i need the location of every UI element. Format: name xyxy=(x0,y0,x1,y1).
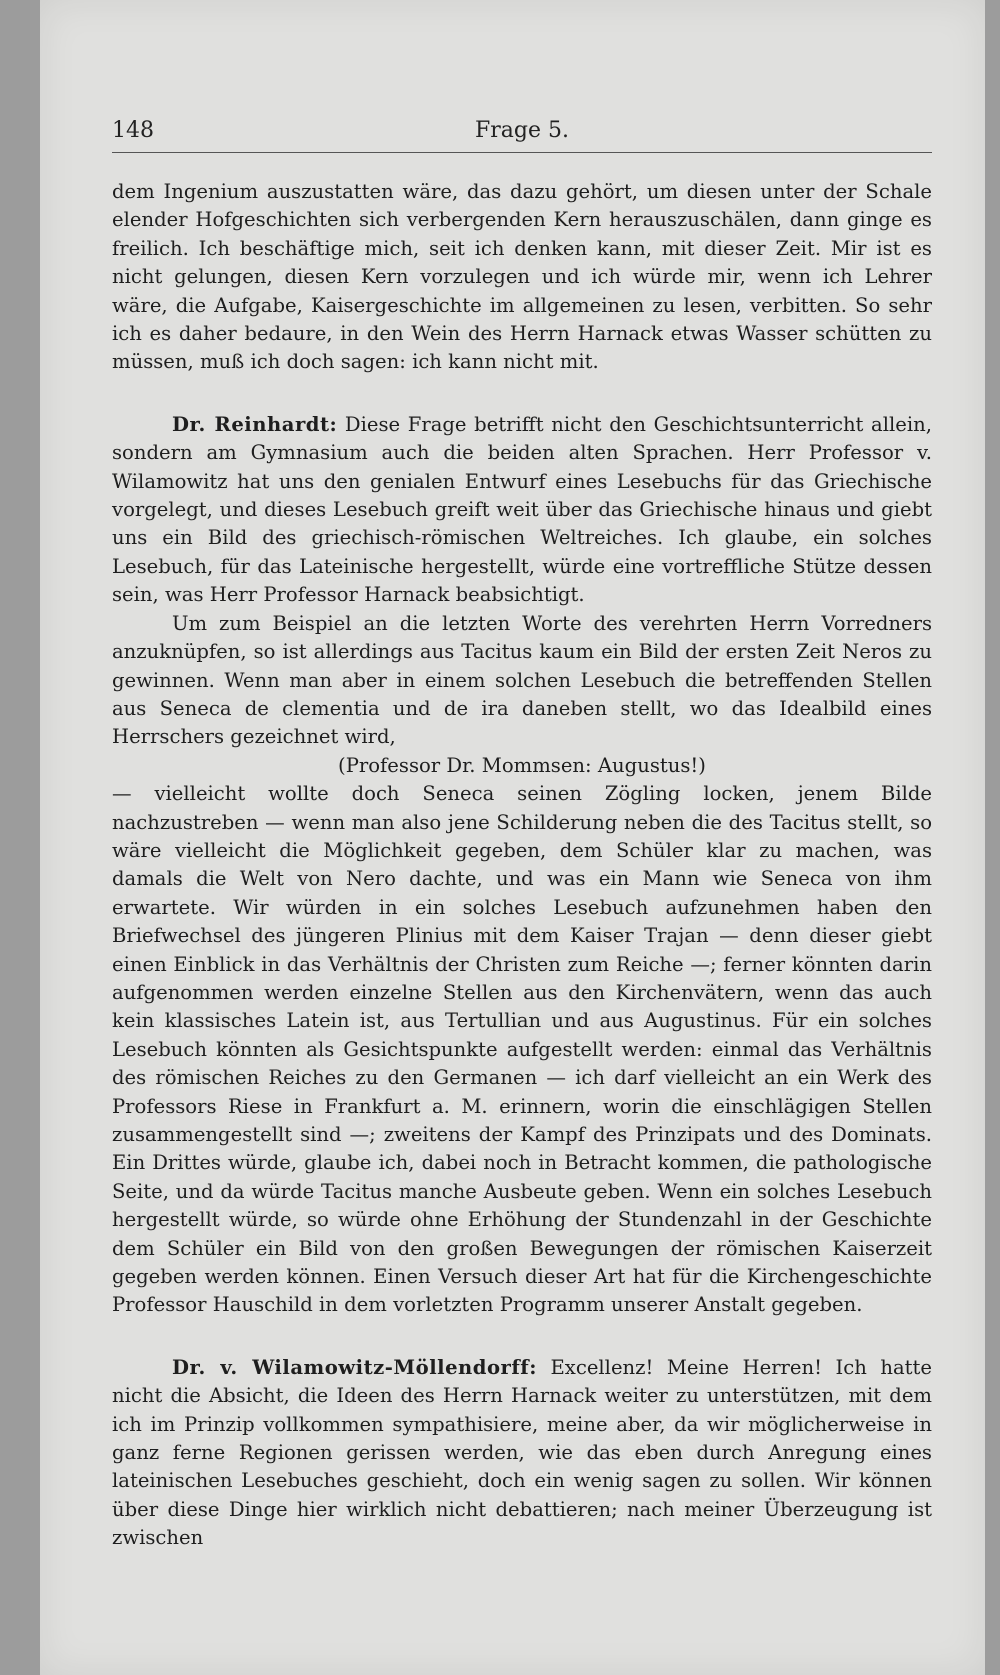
running-head: Frage 5. xyxy=(475,118,569,143)
paragraph-wilamowitz: Dr. v. Wilamowitz-Möllendorff: Excellenz! Meine Herren! Ich hatte nicht die Absicht, die Ideen des Herrn Harnack weiter zu unterstützen, mit dem ich im Prinzip vollkommen sympathisiere, meine aber, da wir möglicherweise in ganz ferne Regionen gerissen werden, wie das eben durch Anregung eines lateinischen Lesebuches geschieht, doch ein wenig sagen zu sollen. Wir können über diese Dinge hier wirklich nicht debattieren; nach meiner Überzeugung ist zwischen xyxy=(112,1355,932,1550)
page-header xyxy=(112,118,932,153)
paragraph-reinhardt-3: — vielleicht wollte doch Seneca seinen Zögling locken, jenem Bilde nachzustreben — wenn man also jene Schilderung neben die des Tacitus stellt, so wäre vielleicht die Möglichkeit gegeben, dem Schüler klar zu machen, was damals die Welt von Nero dachte, und was ein Mann wie Seneca von ihm erwartete. Wir würden in ein solches Lesebuch aufzunehmen haben den Briefwechsel des jüngeren Plinius mit dem Kaiser Trajan — denn dieser giebt einen Einblick in das Verhältnis der Christen zum Reiche —; ferner könnten darin aufgenommen werden einzelne Stellen aus den Kirchenvätern, wenn das auch kein klassisches Latein ist, aus Tertullian und aus Augustinus. Für ein solches Lesebuch könnten als Gesichtspunkte aufgestellt werden: einmal das Verhältnis des römischen Reiches zu den Germanen — ich darf vielleicht an ein Werk des Professors Riese in Frankfurt a. M. erinnern, worin die einschlägigen Stellen zusammengestellt sind —; zweitens der Kampf des Prinzipats und des Dominats. Ein Drittes würde, glaube ich, dabei noch in Betracht kommen, die pathologische Seite, und da würde Tacitus manche Ausbeute geben. Wenn ein solches Lesebuch hergestellt würde, so würde ohne Erhöhung der Stundenzahl in der Geschichte dem Schüler ein Bild von den großen Bewegungen der römischen Kaiserzeit gegeben werden können. Einen Versuch dieser Art hat für die Kirchengeschichte Professor Hauschild in dem vorletzten Programm unserer Anstalt gegeben. xyxy=(112,782,932,1317)
paragraph-reinhardt-2: Um zum Beispiel an die letzten Worte des verehrten Herrn Vorredners anzuknüpfen, so ist allerdings aus Tacitus kaum ein Bild der ersten Zeit Neros zu gewinnen. Wenn man aber in einem solchen Lesebuch die betreffenden Stellen aus Seneca de clementia und de ira daneben stellt, wo das Idealbild eines Herrschers gezeichnet wird, xyxy=(112,611,932,749)
book-page xyxy=(40,0,985,1675)
body-text xyxy=(112,178,932,1553)
paragraph-continuation: dem Ingenium auszustatten wäre, das dazu gehört, um diesen unter der Schale elender Hofgeschichten sich verbergenden Kern herauszuschälen, dann ginge es freilich. Ich beschäftige mich, seit ich denken kann, mit dieser Zeit. Mir ist es nicht gelungen, diesen Kern vorzulegen und ich würde mir, wenn ich Lehrer wäre, die Aufgabe, Kaisergeschichte im allgemeinen zu lesen, verbitten. So sehr ich es daher bedaure, in den Wein des Herrn Harnack etwas Wasser schütten zu müssen, muß ich doch sagen: ich kann nicht mit. xyxy=(112,180,932,374)
page-number: 148 xyxy=(112,118,154,143)
speaker-name: Dr. v. Wilamowitz-Möllendorff: xyxy=(172,1355,537,1379)
interjection: (Professor Dr. Mommsen: Augustus!) xyxy=(338,753,706,777)
paragraph-reinhardt: Dr. Reinhardt: Diese Frage betrifft nicht den Geschichtsunterricht allein, sondern am Gymnasium auch die beiden alten Sprachen. Herr Professor v. Wilamowitz hat uns den genialen Entwurf eines Lesebuchs für das Griechische vorgelegt, und dieses Lesebuch greift weit über das Griechische hinaus und giebt uns ein Bild des griechisch-römischen Weltreiches. Ich glaube, ein solches Lesebuch, für das Lateinische hergestellt, würde eine vortreffliche Stütze dessen sein, was Herr Professor Harnack beabsichtigt. xyxy=(112,412,932,607)
speaker-name: Dr. Reinhardt: xyxy=(172,412,338,436)
